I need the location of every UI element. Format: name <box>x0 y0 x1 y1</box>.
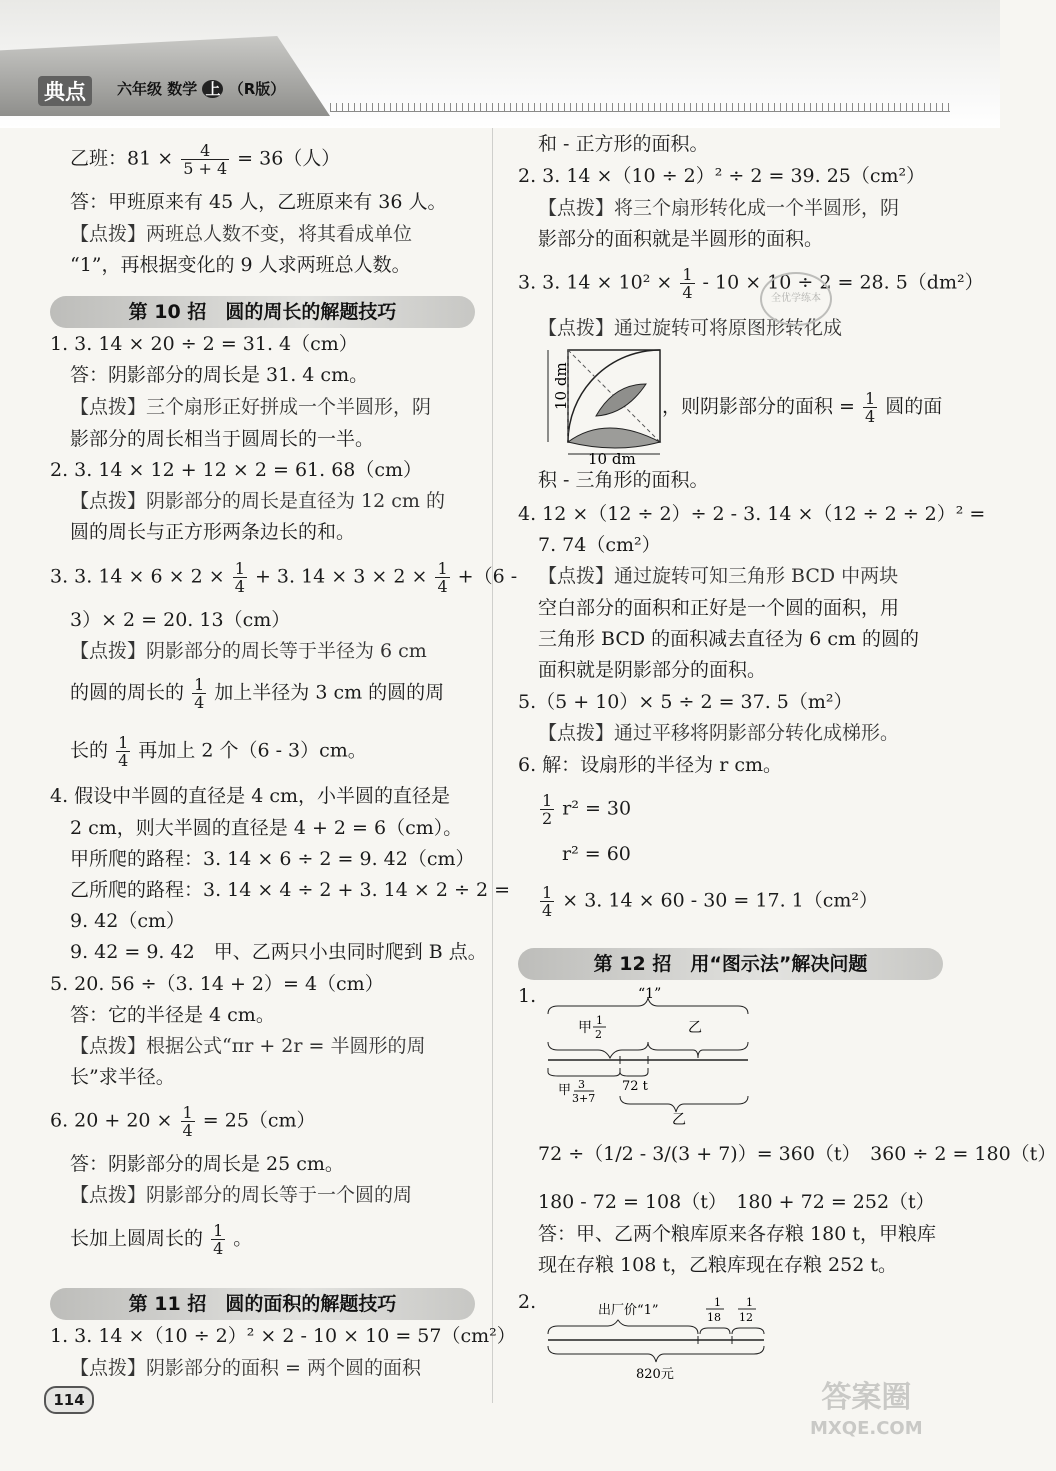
q3-formula-cont: 3）× 2 = 20. 13（cm） <box>70 609 291 631</box>
q3-tip-3: 长的 $\frac{1}{4}$ 再加上 2 个（6 - 3）cm。 <box>70 733 367 770</box>
bottom-brace <box>548 1346 764 1362</box>
r-q5-tip: 【点拨】通过平移将阴影部分转化成梯形。 <box>538 722 900 744</box>
book-title <box>117 78 285 99</box>
s11-q1-tip: 【点拨】阴影部分的面积 = 两个圆的面积 <box>70 1357 422 1379</box>
r-q2-tip-cont: 影部分的面积就是半圆形的面积。 <box>538 228 824 250</box>
q5-formula: 5. 20. 56 ÷（3. 14 + 2）= 4（cm） <box>50 973 384 995</box>
r-q3-figure-text: ，则阴影部分的面积 = $\frac{1}{4}$ 圆的面 <box>662 389 943 426</box>
q4-line-6: 9. 42 = 9. 42 甲、乙两只小虫同时爬到 B 点。 <box>70 941 487 963</box>
figure-shaded-bottom <box>568 428 660 448</box>
small-brace-1 <box>700 1328 730 1334</box>
r-q2-formula: 2. 3. 14 ×（10 ÷ 2）² ÷ 2 = 39. 25（cm²） <box>518 165 926 187</box>
book-subject: 六年级 数学 <box>117 80 198 98</box>
diagram-2-number: 2. <box>518 1291 537 1313</box>
fraction: $\frac{1}{4}$ <box>194 675 205 712</box>
r-q4-tip-2: 空白部分的面积和正好是一个圆的面积，用 <box>538 597 900 619</box>
fraction: $\frac{1}{4}$ <box>118 733 129 770</box>
q4-line-4: 乙所爬的路程：3. 14 × 4 ÷ 2 + 3. 14 × 2 ÷ 2 = <box>70 879 510 901</box>
q4-line-1: 4. 假设中半圆的直径是 4 cm，小半圆的直径是 <box>50 785 450 807</box>
fraction: $\frac{1}{4}$ <box>234 559 245 596</box>
brand-logo: 典点 <box>38 76 92 106</box>
jia-fraction-num: 1 <box>596 1014 603 1027</box>
bar-diagram-2 <box>538 1290 838 1380</box>
fraction: $\frac{1}{4}$ <box>182 1103 193 1140</box>
answer-line-cont: 现在存粮 108 t，乙粮库现在存粮 252 t。 <box>538 1254 897 1276</box>
q1-tip-cont: 影部分的周长相当于圆周长的一半。 <box>70 428 375 450</box>
q4-line-5: 9. 42（cm） <box>70 910 186 932</box>
stamp-mark: 全优学练本 <box>760 272 832 326</box>
fraction: $\frac{1}{4}$ <box>437 559 448 596</box>
r-q2-tip: 【点拨】将三个扇形转化成一个半圆形，阴 <box>538 197 900 219</box>
q6-answer: 答：阴影部分的周长是 25 cm。 <box>70 1153 344 1175</box>
top-brace <box>548 1320 698 1334</box>
r-q4-tip-4: 面积就是阴影部分的面积。 <box>538 659 767 681</box>
fraction-2-num: 1 <box>746 1296 753 1309</box>
q3-tip-2: 的圆的周长的 $\frac{1}{4}$ 加上半径为 3 cm 的圆的周 <box>70 675 445 712</box>
fraction-1-den: 18 <box>707 1311 721 1324</box>
answer-line: 答：甲班原来有 45 人，乙班原来有 36 人。 <box>70 191 447 213</box>
q6-tip: 【点拨】阴影部分的周长等于一个圆的周 <box>70 1184 413 1206</box>
r-q3-formula: 3. 3. 14 × 10² × $\frac{1}{4}$ - 10 × 10 ÷ 2 = 28. 5（dm²） <box>518 265 984 302</box>
fraction: $\frac{1}{4}$ <box>542 883 553 920</box>
bar-diagram-1 <box>538 984 948 1128</box>
q2-tip: 【点拨】阴影部分的周长是直径为 12 cm 的 <box>70 490 445 512</box>
q4-line-2: 2 cm，则大半圆的直径是 4 + 2 = 6（cm）。 <box>70 817 463 839</box>
r-q4-tip-3: 三角形 BCD 的面积减去直径为 6 cm 的圆的 <box>538 628 920 650</box>
grade-badge: 上 <box>202 80 223 98</box>
bottom-brace-72 <box>620 1068 648 1076</box>
bottom-brace-jia <box>548 1068 620 1076</box>
middle-brace-right <box>648 1042 748 1058</box>
q6-tip-cont: 长加上圆周长的 $\frac{1}{4}$ 。 <box>70 1221 253 1258</box>
line-yiban: 乙班：81 × $\frac{4}{5 + 4}$ = 36（人） <box>70 141 341 178</box>
q2-formula: 2. 3. 14 × 12 + 12 × 2 = 61. 68（cm） <box>50 459 423 481</box>
whole-label: “1” <box>638 986 662 1002</box>
s11-q1-formula: 1. 3. 14 ×（10 ÷ 2）² × 2 - 10 × 10 = 57（cm²） <box>50 1325 516 1347</box>
jia-label: 甲 <box>578 1020 592 1036</box>
bottom-length-label: 10 dm <box>588 450 636 468</box>
section-12-heading: 第 12 招 用“图示法”解决问题 <box>518 948 943 980</box>
price-label: 820元 <box>636 1367 674 1382</box>
fraction-2-den: 12 <box>739 1311 753 1324</box>
small-brace-2 <box>732 1328 764 1334</box>
r-q4-result: 7. 74（cm²） <box>538 534 661 556</box>
fraction: $\frac{1}{4}$ <box>865 389 876 426</box>
q1-answer: 答：阴影部分的周长是 31. 4 cm。 <box>70 364 369 386</box>
jia-fraction-den: 2 <box>595 1028 602 1041</box>
q1-formula: 1. 3. 14 × 20 ÷ 2 = 31. 4（cm） <box>50 333 358 355</box>
r-q3-tip-end: 积 - 三角形的面积。 <box>538 469 709 491</box>
r-q4-formula: 4. 12 ×（12 ÷ 2）÷ 2 - 3. 14 ×（12 ÷ 2 ÷ 2）² = <box>518 503 986 525</box>
jia2-fraction-den: 3+7 <box>572 1092 596 1105</box>
r-q6-eq2: r² = 60 <box>562 843 631 865</box>
edition-label: （R版） <box>228 80 286 98</box>
q6-formula: 6. 20 + 20 × $\frac{1}{4}$ = 25（cm） <box>50 1103 316 1140</box>
calc-line-2: 180 - 72 = 108（t） 180 + 72 = 252（t） <box>538 1191 935 1213</box>
q4-line-3: 甲所爬的路程：3. 14 × 6 ÷ 2 = 9. 42（cm） <box>70 848 475 870</box>
r-q4-tip-1: 【点拨】通过旋转可知三角形 BCD 中两块 <box>538 565 899 587</box>
q5-answer: 答：它的半径是 4 cm。 <box>70 1004 275 1026</box>
jia2-label: 甲 <box>558 1083 572 1098</box>
r-q6-setup: 6. 解：设扇形的半径为 r cm。 <box>518 754 782 776</box>
jia2-fraction-num: 3 <box>578 1078 585 1091</box>
fraction: $\frac{1}{2}$ <box>542 791 553 828</box>
middle-brace-left <box>548 1042 648 1058</box>
fraction: $\frac{1}{4}$ <box>682 265 693 302</box>
calc-line-1: 72 ÷（1/2 - 3/(3 + 7)）= 360（t） 360 ÷ 2 = 180（t） <box>538 1143 1056 1165</box>
r-q6-eq1: $\frac{1}{2}$ r² = 30 <box>542 791 632 828</box>
figure-shaded-leaf <box>596 384 646 416</box>
r-q3-tip: 【点拨】通过旋转可将原图形转化成 <box>538 317 843 339</box>
q2-tip-cont: 圆的周长与正方形两条边长的和。 <box>70 521 356 543</box>
text-line: “1”，再根据变化的 9 人求两班总人数。 <box>70 254 411 276</box>
section-10-heading: 第 10 招 圆的周长的解题技巧 <box>50 296 475 328</box>
fraction: $\frac{1}{4}$ <box>213 1221 224 1258</box>
q3-tip: 【点拨】阴影部分的周长等于半径为 6 cm <box>70 640 427 662</box>
r-q6-eq3: $\frac{1}{4}$ × 3. 14 × 60 - 30 = 17. 1（cm²） <box>542 883 879 920</box>
q3-formula: 3. 3. 14 × 6 × 2 × $\frac{1}{4}$ + 3. 14 × 3 × 2 × $\frac{1}{4}$ +（6 - <box>50 559 518 596</box>
bottom-brace-yi <box>620 1096 748 1112</box>
header-ruler <box>330 103 950 112</box>
section-11-heading: 第 11 招 圆的面积的解题技巧 <box>50 1288 475 1320</box>
amount-label: 72 t <box>622 1079 648 1094</box>
side-length-label: 10 dm <box>552 362 570 410</box>
r-line-1: 和 - 正方形的面积。 <box>538 133 709 155</box>
diagram-1-number: 1. <box>518 985 537 1007</box>
answer-line: 答：甲、乙两个粮库原来各存粮 180 t，甲粮库 <box>538 1223 936 1245</box>
column-divider <box>492 128 493 1403</box>
page-number: 114 <box>44 1386 94 1414</box>
factory-price-label: 出厂价“1” <box>598 1303 659 1318</box>
q5-tip: 【点拨】根据公式“πr + 2r = 半圆形的周 <box>70 1035 426 1057</box>
q5-tip-cont: 长”求半径。 <box>70 1066 175 1088</box>
watermark <box>810 1378 923 1440</box>
q1-tip: 【点拨】三个扇形正好拼成一个半圆形，阴 <box>70 396 432 418</box>
watermark-title: 答案圈 <box>821 1380 912 1415</box>
yi2-label: 乙 <box>672 1112 686 1128</box>
tip-line: 【点拨】两班总人数不变，将其看成单位 <box>70 223 413 245</box>
fraction-1-num: 1 <box>714 1296 721 1309</box>
r-q5-formula: 5.（5 + 10）× 5 ÷ 2 = 37. 5（m²） <box>518 691 853 713</box>
watermark-url: MXQE.COM <box>810 1418 923 1439</box>
fraction: $\frac{4}{5 + 4}$ <box>183 141 228 178</box>
yi-label: 乙 <box>688 1020 702 1036</box>
